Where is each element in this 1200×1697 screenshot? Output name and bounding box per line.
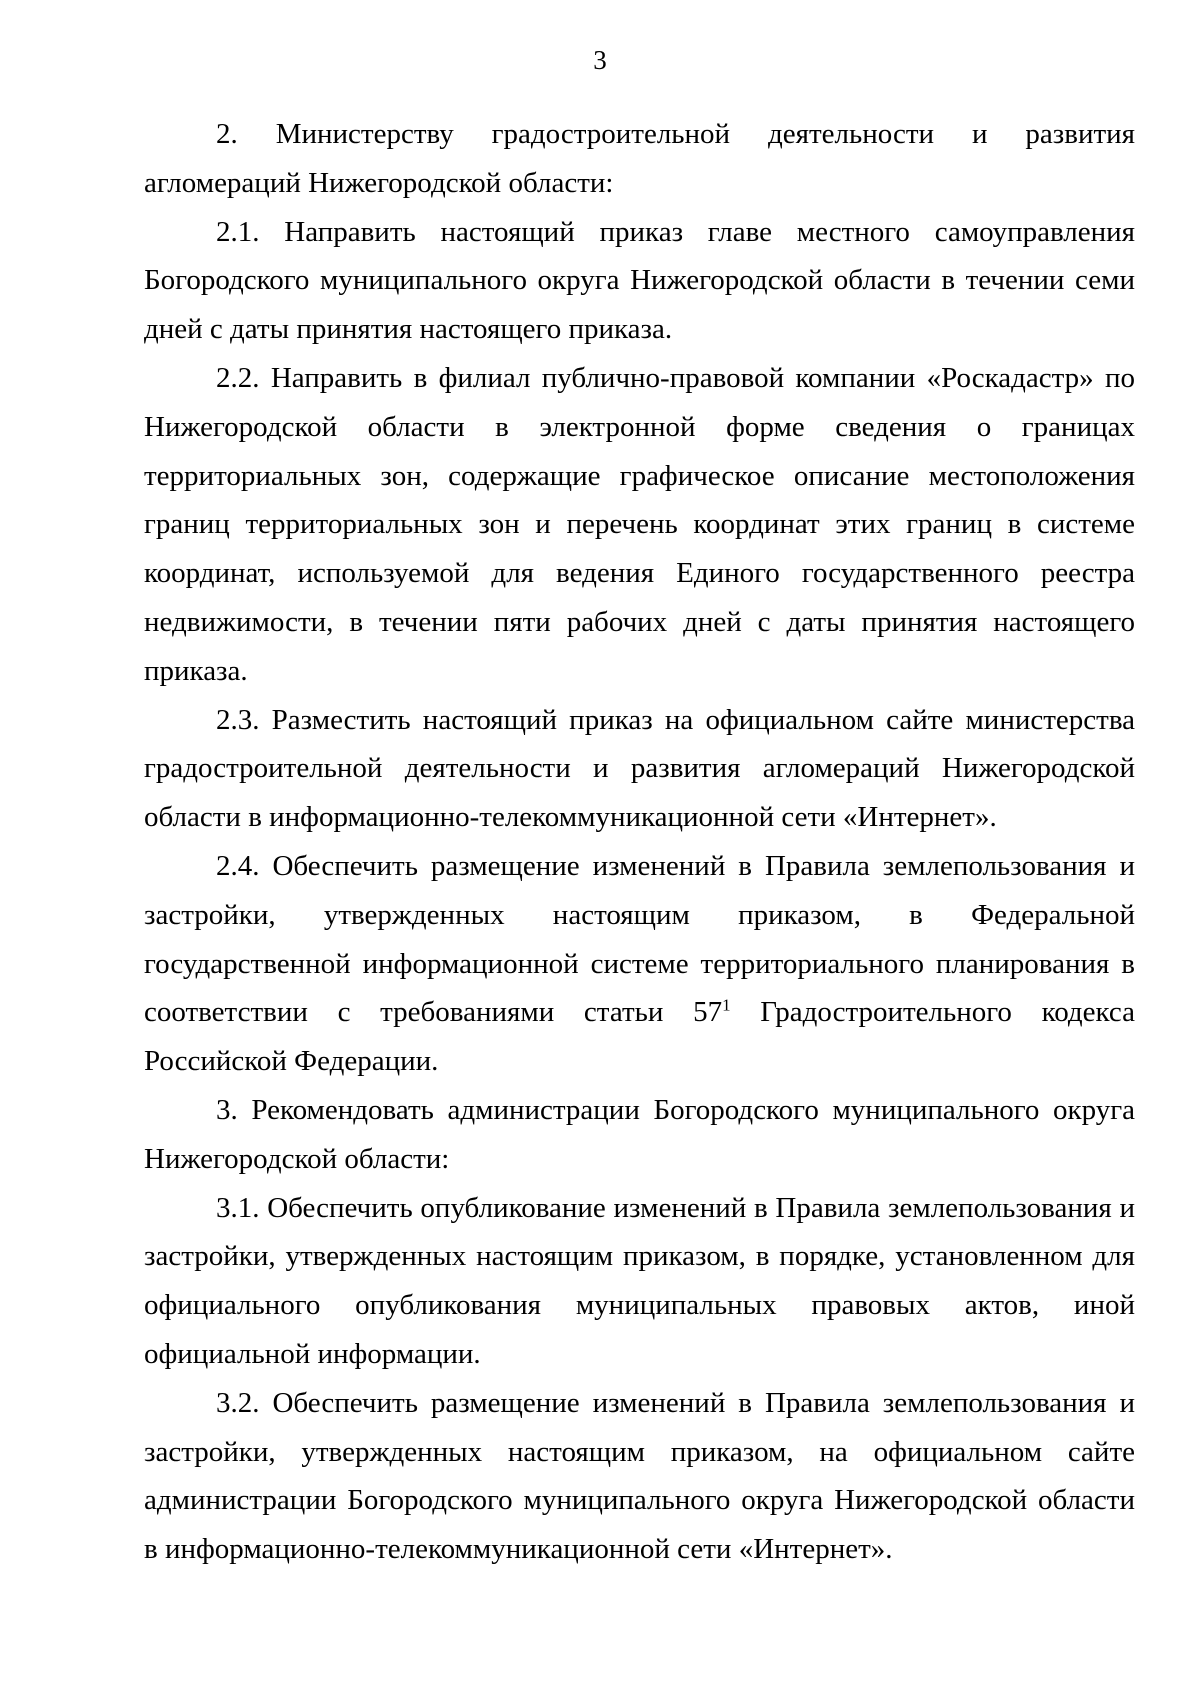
paragraph-3-1: 3.1. Обеспечить опубликование изменений в Правила землепользования и застройки, утвержденных настоящим приказом, в порядке, установленном для официального опубликования муниципальных правовых актов, иной официальной информации. [144,1191,1135,1370]
paragraph-2-4-text-before: 2.4. Обеспечить размещение изменений в Правила землепользования и застройки, утвержденных настоящим приказом, в Федеральной государственной информационной системе территориального планирования в соответствии с требованиями статьи 57 [144,849,1135,1029]
paragraph-3: 3. Рекомендовать администрации Богородского муниципального округа Нижегородской области: [144,1093,1135,1175]
document-body [144,110,1135,1574]
paragraph-2-2: 2.2. Направить в филиал публично-правовой компании «Роскадастр» по Нижегородской области в электронной форме сведения о границах территориальных зон, содержащие графическое описание местоположения границ территориальных зон и перечень координат этих границ в системе координат, используемой для ведения Единого государственного реестра недвижимости, в течении пяти рабочих дней с даты принятия настоящего приказа. [144,361,1135,687]
paragraph-2: 2. Министерству градостроительной деятельности и развития агломераций Нижегородской области: [144,118,1135,199]
paragraph-2-4-text-after: Градостроительного кодекса Российской Федерации. [144,996,1135,1078]
paragraph-2-3: 2.3. Разместить настоящий приказ на официальном сайте министерства градостроительной деятельности и развития агломераций Нижегородской области в информационно-телекоммуникационной сети «Интернет». [144,703,1135,834]
page-number: 3 [593,45,607,75]
paragraph-2-1: 2.1. Направить настоящий приказ главе местного самоуправления Богородского муниципального округа Нижегородской области в течении семи дней с даты принятия настоящего приказа. [144,215,1135,346]
article-superscript: 1 [722,995,731,1015]
paragraph-2-4 [144,842,1135,1086]
paragraph-3-2: 3.2. Обеспечить размещение изменений в Правила землепользования и застройки, утвержденных настоящим приказом, на официальном сайте администрации Богородского муниципального округа Нижегородской области в информационно-телекоммуникационной сети «Интернет». [144,1386,1135,1566]
